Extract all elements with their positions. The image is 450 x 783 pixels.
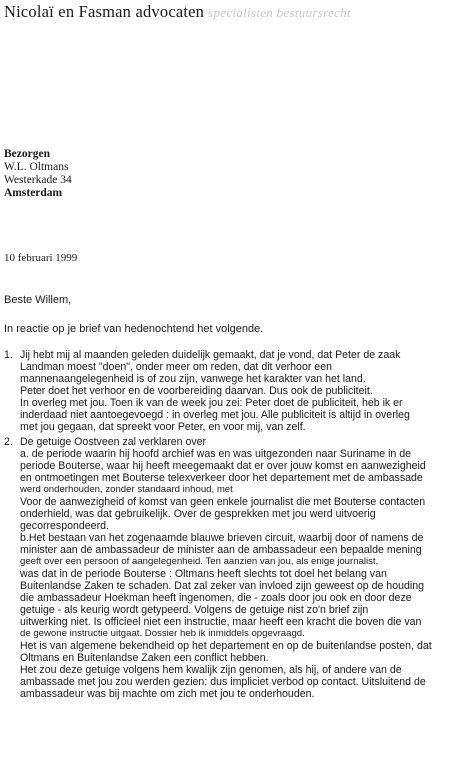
line-text: werd onderhouden, zonder standaard inhoud, met <box>20 484 233 495</box>
text-line <box>4 664 446 676</box>
item-number: 2. <box>4 436 13 448</box>
letter-date: 10 februari 1999 <box>4 252 78 264</box>
text-line <box>4 484 446 496</box>
line-text: ambassadeur was bij machte om zich met jou te onderhouden. <box>20 688 315 700</box>
salutation: Beste Willem, <box>4 294 72 306</box>
line-text: b.Het bestaan van het zogenaamde blauwe brieven circuit, waarbij door of namens de <box>20 532 424 544</box>
text-line <box>4 580 446 592</box>
text-line <box>4 397 446 409</box>
line-text: Jij hebt mij al maanden geleden duidelijk gemaakt, dat je vond, dat Peter de zaak <box>20 349 401 361</box>
text-line <box>4 349 446 361</box>
firm-name: Nicolaï en Fasman advocaten <box>4 2 205 21</box>
text-line <box>4 688 446 700</box>
line-text: uitwerking niet. Is officieel niet een instructie, maar heeft een kracht die boven die van <box>20 616 422 628</box>
text-line <box>4 496 446 508</box>
line-text: getuige - als keurig wordt getypeerd. Volgens de getuige nist zo'n brief zijn <box>20 604 369 616</box>
line-text: geeft over een persoon of aangelegenheid. Ten aanzien van jou, als enige journalist, <box>20 556 379 567</box>
line-text: die ambassadeur Hoekman heeft ingenomen, die - zoals door jou ook en door deze <box>20 592 412 604</box>
firm-tagline: specialisten bestuursrecht <box>208 5 351 20</box>
text-line <box>4 472 446 484</box>
line-text: Oltmans en Buitenlandse Zaken een conflict hebben. <box>20 652 269 664</box>
text-line <box>4 628 446 640</box>
line-text: a. de periode waarin hij hoofd archief was en was uitgezonden naar Suriname in de <box>20 448 412 460</box>
text-line <box>4 676 446 688</box>
line-text: met jou gegaan, dat spreekt voor Peter, en voor mij, van zelf. <box>20 421 306 433</box>
text-line <box>4 448 446 460</box>
item-number: 1. <box>4 349 13 361</box>
line-text: Het zou deze getuige volgens hem kwalijk zijn genomen, als hij, of andere van de <box>20 664 402 676</box>
text-line <box>4 436 446 448</box>
line-text: gecorrespondeerd. <box>20 520 109 532</box>
line-text: periode Bouterse, waar hij heeft meegemaakt dat er over jouw komst en aanwezigheid <box>20 460 426 472</box>
text-line <box>4 604 446 616</box>
recipient-city: Amsterdam <box>4 187 63 199</box>
line-text: en ontmoetingen met Bouterse telexverkeer door het departement met de ambassade <box>20 472 423 484</box>
line-text: de gewone instructie uitgaat. Dossier heb ik inmiddels opgevraagd. <box>20 628 305 639</box>
text-line <box>4 520 446 532</box>
text-line <box>4 652 446 664</box>
section-2 <box>4 436 446 700</box>
text-line <box>4 640 446 652</box>
text-line <box>4 616 446 628</box>
text-line <box>4 544 446 556</box>
text-line <box>4 409 446 421</box>
text-line <box>4 460 446 472</box>
line-text: was dat in de periode Bouterse : Oltmans heeft slechts tot doel het belang van <box>20 568 387 580</box>
recipient-name: W.L. Oltmans <box>4 161 69 173</box>
line-text: Peter doet het verhoor en de voorbereiding daarvan. Dus ook de publiciteit. <box>20 385 373 397</box>
line-text: ambassade met jou zou werden gezien: dus impliciet verbod op contact. Uitsluitend de <box>20 676 426 688</box>
letterhead <box>4 2 450 22</box>
line-text: Buitenlandse Zaken te schaden. Dat zal zeker van invloed zijn geweest op de houding <box>20 580 425 592</box>
text-line <box>4 532 446 544</box>
line-text: Landman moest "doen", onder meer om reden, dat dit verhoor een <box>20 361 332 373</box>
text-line <box>4 373 446 385</box>
text-line <box>4 361 446 373</box>
line-text: Het is van algemene bekendheid op het departement en op de buitenlandse posten, dat <box>20 640 432 652</box>
recipient-street: Westerkade 34 <box>4 174 72 186</box>
text-line <box>4 568 446 580</box>
section-1 <box>4 349 446 433</box>
text-line <box>4 508 446 520</box>
delivery-note: Bezorgen <box>4 148 50 160</box>
line-text: Voor de aanwezigheid of komst van geen enkele journalist die met Bouterse contacten <box>20 496 426 508</box>
line-text: onderhield, was dat gebruikelijk. Over de gesprekken met jou werd uitvoerig <box>20 508 376 520</box>
line-text: mannenaangelegenheid is of zou zijn, vanwege het karakter van het land. <box>20 373 366 385</box>
text-line <box>4 421 446 433</box>
recipient-address <box>4 148 72 200</box>
line-text: minister aan de ambassadeur de minister aan de ambassadeur een bepaalde mening <box>20 544 422 556</box>
intro-line: In reactie op je brief van hedenochtend het volgende. <box>4 323 264 335</box>
line-text: De getuige Oostveen zal verklaren over <box>20 436 207 448</box>
text-line <box>4 592 446 604</box>
text-line <box>4 556 446 568</box>
text-line <box>4 385 446 397</box>
line-text: In overleg met jou. Toen ik van de week jou zei: Peter doet de publiciteit, heb ik er <box>20 397 403 409</box>
line-text: inderdaad niet aantoegevoegd : in overleg met jou. Alle publiciteit is altijd in overleg <box>20 409 410 421</box>
